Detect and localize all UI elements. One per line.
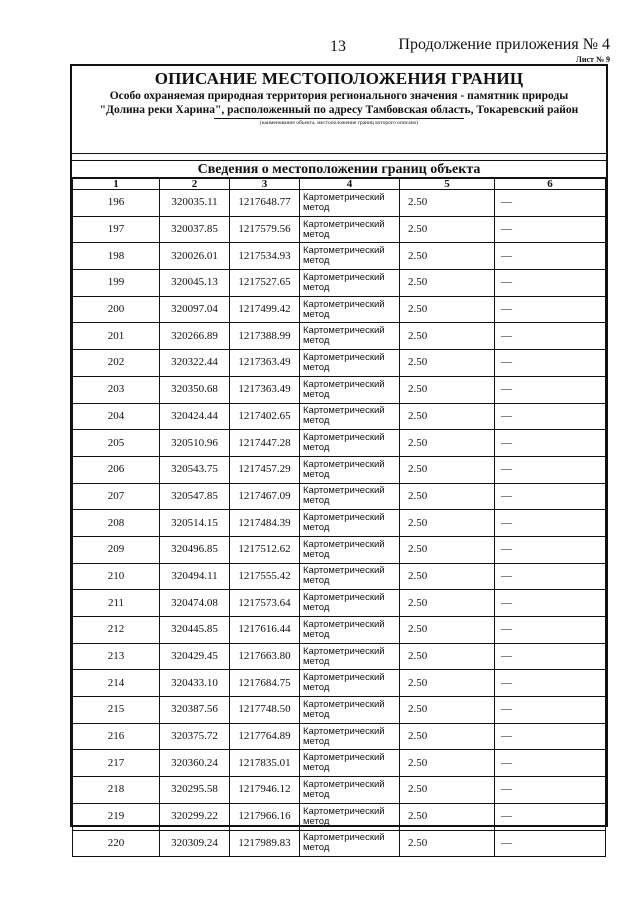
precision-cell: 2.50 — [400, 803, 495, 830]
table-row — [73, 590, 606, 617]
table-row — [73, 803, 606, 830]
precision-cell: 2.50 — [400, 563, 495, 590]
point-number-cell: 217 — [73, 750, 160, 777]
method-cell: Картометрический метод — [300, 350, 400, 377]
method-cell: Картометрический метод — [300, 670, 400, 697]
method-cell: Картометрический метод — [300, 536, 400, 563]
x-coordinate-cell: 320429.45 — [160, 643, 230, 670]
x-coordinate-cell: 320547.85 — [160, 483, 230, 510]
point-number-cell: 199 — [73, 270, 160, 297]
point-number-cell: 196 — [73, 190, 160, 217]
document-header — [72, 66, 606, 154]
description-cell: — — [495, 590, 606, 617]
description-cell: — — [495, 670, 606, 697]
y-coordinate-cell: 1217684.75 — [230, 670, 300, 697]
y-coordinate-cell: 1217527.65 — [230, 270, 300, 297]
x-coordinate-cell: 320295.58 — [160, 777, 230, 804]
x-coordinate-cell: 320494.11 — [160, 563, 230, 590]
y-coordinate-cell: 1217499.42 — [230, 296, 300, 323]
method-cell: Картометрический метод — [300, 643, 400, 670]
description-cell: — — [495, 830, 606, 857]
precision-cell: 2.50 — [400, 830, 495, 857]
table-row — [73, 510, 606, 537]
point-number-cell: 197 — [73, 216, 160, 243]
precision-cell: 2.50 — [400, 430, 495, 457]
y-coordinate-cell: 1217363.49 — [230, 376, 300, 403]
document-title: ОПИСАНИЕ МЕСТОПОЛОЖЕНИЯ ГРАНИЦ — [154, 69, 524, 88]
y-coordinate-cell: 1217534.93 — [230, 243, 300, 270]
method-cell: Картометрический метод — [300, 243, 400, 270]
point-number-cell: 206 — [73, 456, 160, 483]
x-coordinate-cell: 320026.01 — [160, 243, 230, 270]
x-coordinate-cell: 320514.15 — [160, 510, 230, 537]
precision-cell: 2.50 — [400, 483, 495, 510]
x-coordinate-cell: 320266.89 — [160, 323, 230, 350]
x-coordinate-cell: 320433.10 — [160, 670, 230, 697]
x-coordinate-cell: 320474.08 — [160, 590, 230, 617]
table-body — [73, 190, 606, 857]
boundary-points-table — [72, 178, 606, 857]
precision-cell: 2.50 — [400, 323, 495, 350]
precision-cell: 2.50 — [400, 190, 495, 217]
table-row — [73, 617, 606, 644]
point-number-cell: 200 — [73, 296, 160, 323]
method-cell: Картометрический метод — [300, 323, 400, 350]
precision-cell: 2.50 — [400, 243, 495, 270]
table-row — [73, 216, 606, 243]
precision-cell: 2.50 — [400, 536, 495, 563]
method-cell: Картометрический метод — [300, 750, 400, 777]
table-row — [73, 777, 606, 804]
precision-cell: 2.50 — [400, 270, 495, 297]
precision-cell: 2.50 — [400, 697, 495, 724]
point-number-cell: 198 — [73, 243, 160, 270]
y-coordinate-cell: 1217402.65 — [230, 403, 300, 430]
precision-cell: 2.50 — [400, 510, 495, 537]
x-coordinate-cell: 320299.22 — [160, 803, 230, 830]
table-row — [73, 323, 606, 350]
column-header-5: 5 — [400, 179, 495, 190]
description-cell: — — [495, 750, 606, 777]
column-header-6: 6 — [495, 179, 606, 190]
method-cell: Картометрический метод — [300, 190, 400, 217]
point-number-cell: 212 — [73, 617, 160, 644]
y-coordinate-cell: 1217663.80 — [230, 643, 300, 670]
y-coordinate-cell: 1217835.01 — [230, 750, 300, 777]
object-description-line2: "Долина реки Харина", расположенный по адресу Тамбовская область, Токаревский район — [99, 104, 579, 116]
description-cell: — — [495, 803, 606, 830]
sheet-number: Лист № 9 — [575, 55, 610, 64]
precision-cell: 2.50 — [400, 643, 495, 670]
description-cell: — — [495, 216, 606, 243]
x-coordinate-cell: 320035.11 — [160, 190, 230, 217]
precision-cell: 2.50 — [400, 750, 495, 777]
method-cell: Картометрический метод — [300, 430, 400, 457]
column-header-2: 2 — [160, 179, 230, 190]
method-cell: Картометрический метод — [300, 590, 400, 617]
description-cell: — — [495, 617, 606, 644]
point-number-cell: 220 — [73, 830, 160, 857]
description-cell: — — [495, 323, 606, 350]
table-row — [73, 296, 606, 323]
precision-cell: 2.50 — [400, 777, 495, 804]
point-number-cell: 211 — [73, 590, 160, 617]
method-cell: Картометрический метод — [300, 270, 400, 297]
point-number-cell: 201 — [73, 323, 160, 350]
point-number-cell: 207 — [73, 483, 160, 510]
description-cell: — — [495, 403, 606, 430]
description-cell: — — [495, 563, 606, 590]
y-coordinate-cell: 1217467.09 — [230, 483, 300, 510]
method-cell: Картометрический метод — [300, 697, 400, 724]
precision-cell: 2.50 — [400, 617, 495, 644]
description-cell: — — [495, 697, 606, 724]
y-coordinate-cell: 1217748.50 — [230, 697, 300, 724]
y-coordinate-cell: 1217989.83 — [230, 830, 300, 857]
precision-cell: 2.50 — [400, 216, 495, 243]
x-coordinate-cell: 320037.85 — [160, 216, 230, 243]
table-row — [73, 750, 606, 777]
x-coordinate-cell: 320543.75 — [160, 456, 230, 483]
method-cell: Картометрический метод — [300, 376, 400, 403]
method-cell: Картометрический метод — [300, 296, 400, 323]
table-row — [73, 723, 606, 750]
table-row — [73, 190, 606, 217]
method-cell: Картометрический метод — [300, 723, 400, 750]
table-header-row — [73, 179, 606, 190]
object-description-line1: Особо охраняемая природная территория регионального значения - памятник природы — [109, 90, 569, 102]
x-coordinate-cell: 320350.68 — [160, 376, 230, 403]
point-number-cell: 202 — [73, 350, 160, 377]
table-row — [73, 456, 606, 483]
table-row — [73, 376, 606, 403]
precision-cell: 2.50 — [400, 350, 495, 377]
method-cell: Картометрический метод — [300, 777, 400, 804]
appendix-label: Продолжение приложения № 4 — [398, 36, 610, 53]
point-number-cell: 205 — [73, 430, 160, 457]
point-number-cell: 219 — [73, 803, 160, 830]
document-frame — [70, 64, 608, 854]
description-cell: — — [495, 270, 606, 297]
point-number-cell: 218 — [73, 777, 160, 804]
description-cell: — — [495, 510, 606, 537]
y-coordinate-cell: 1217457.29 — [230, 456, 300, 483]
y-coordinate-cell: 1217512.62 — [230, 536, 300, 563]
table-row — [73, 697, 606, 724]
description-cell: — — [495, 643, 606, 670]
precision-cell: 2.50 — [400, 456, 495, 483]
x-coordinate-cell: 320387.56 — [160, 697, 230, 724]
y-coordinate-cell: 1217484.39 — [230, 510, 300, 537]
method-cell: Картометрический метод — [300, 803, 400, 830]
table-row — [73, 643, 606, 670]
description-cell: — — [495, 190, 606, 217]
description-cell: — — [495, 243, 606, 270]
table-row — [73, 243, 606, 270]
description-cell: — — [495, 536, 606, 563]
y-coordinate-cell: 1217764.89 — [230, 723, 300, 750]
y-coordinate-cell: 1217363.49 — [230, 350, 300, 377]
section-title: Сведения о местоположении границ объекта — [72, 160, 606, 178]
method-cell: Картометрический метод — [300, 830, 400, 857]
object-caption-note: (наименование объекта, местоположение границ которого описано) — [214, 118, 464, 127]
description-cell: — — [495, 777, 606, 804]
page-number: 13 — [330, 38, 346, 55]
column-header-3: 3 — [230, 179, 300, 190]
description-cell: — — [495, 296, 606, 323]
method-cell: Картометрический метод — [300, 563, 400, 590]
point-number-cell: 210 — [73, 563, 160, 590]
y-coordinate-cell: 1217648.77 — [230, 190, 300, 217]
x-coordinate-cell: 320360.24 — [160, 750, 230, 777]
method-cell: Картометрический метод — [300, 617, 400, 644]
y-coordinate-cell: 1217388.99 — [230, 323, 300, 350]
table-row — [73, 563, 606, 590]
point-number-cell: 216 — [73, 723, 160, 750]
precision-cell: 2.50 — [400, 723, 495, 750]
point-number-cell: 208 — [73, 510, 160, 537]
column-header-1: 1 — [73, 179, 160, 190]
x-coordinate-cell: 320309.24 — [160, 830, 230, 857]
table-row — [73, 483, 606, 510]
x-coordinate-cell: 320496.85 — [160, 536, 230, 563]
description-cell: — — [495, 430, 606, 457]
x-coordinate-cell: 320375.72 — [160, 723, 230, 750]
x-coordinate-cell: 320424.44 — [160, 403, 230, 430]
table-row — [73, 670, 606, 697]
precision-cell: 2.50 — [400, 376, 495, 403]
table-row — [73, 536, 606, 563]
column-header-4: 4 — [300, 179, 400, 190]
description-cell: — — [495, 376, 606, 403]
y-coordinate-cell: 1217966.16 — [230, 803, 300, 830]
precision-cell: 2.50 — [400, 296, 495, 323]
y-coordinate-cell: 1217555.42 — [230, 563, 300, 590]
y-coordinate-cell: 1217616.44 — [230, 617, 300, 644]
method-cell: Картометрический метод — [300, 216, 400, 243]
y-coordinate-cell: 1217573.64 — [230, 590, 300, 617]
method-cell: Картометрический метод — [300, 403, 400, 430]
description-cell: — — [495, 483, 606, 510]
y-coordinate-cell: 1217579.56 — [230, 216, 300, 243]
method-cell: Картометрический метод — [300, 456, 400, 483]
point-number-cell: 215 — [73, 697, 160, 724]
x-coordinate-cell: 320045.13 — [160, 270, 230, 297]
description-cell: — — [495, 350, 606, 377]
table-row — [73, 430, 606, 457]
point-number-cell: 204 — [73, 403, 160, 430]
table-row — [73, 270, 606, 297]
description-cell: — — [495, 456, 606, 483]
y-coordinate-cell: 1217447.28 — [230, 430, 300, 457]
point-number-cell: 203 — [73, 376, 160, 403]
precision-cell: 2.50 — [400, 403, 495, 430]
table-row — [73, 830, 606, 857]
y-coordinate-cell: 1217946.12 — [230, 777, 300, 804]
table-row — [73, 403, 606, 430]
x-coordinate-cell: 320322.44 — [160, 350, 230, 377]
method-cell: Картометрический метод — [300, 483, 400, 510]
point-number-cell: 213 — [73, 643, 160, 670]
method-cell: Картометрический метод — [300, 510, 400, 537]
description-cell: — — [495, 723, 606, 750]
point-number-cell: 214 — [73, 670, 160, 697]
precision-cell: 2.50 — [400, 590, 495, 617]
precision-cell: 2.50 — [400, 670, 495, 697]
point-number-cell: 209 — [73, 536, 160, 563]
table-row — [73, 350, 606, 377]
x-coordinate-cell: 320510.96 — [160, 430, 230, 457]
x-coordinate-cell: 320097.04 — [160, 296, 230, 323]
x-coordinate-cell: 320445.85 — [160, 617, 230, 644]
